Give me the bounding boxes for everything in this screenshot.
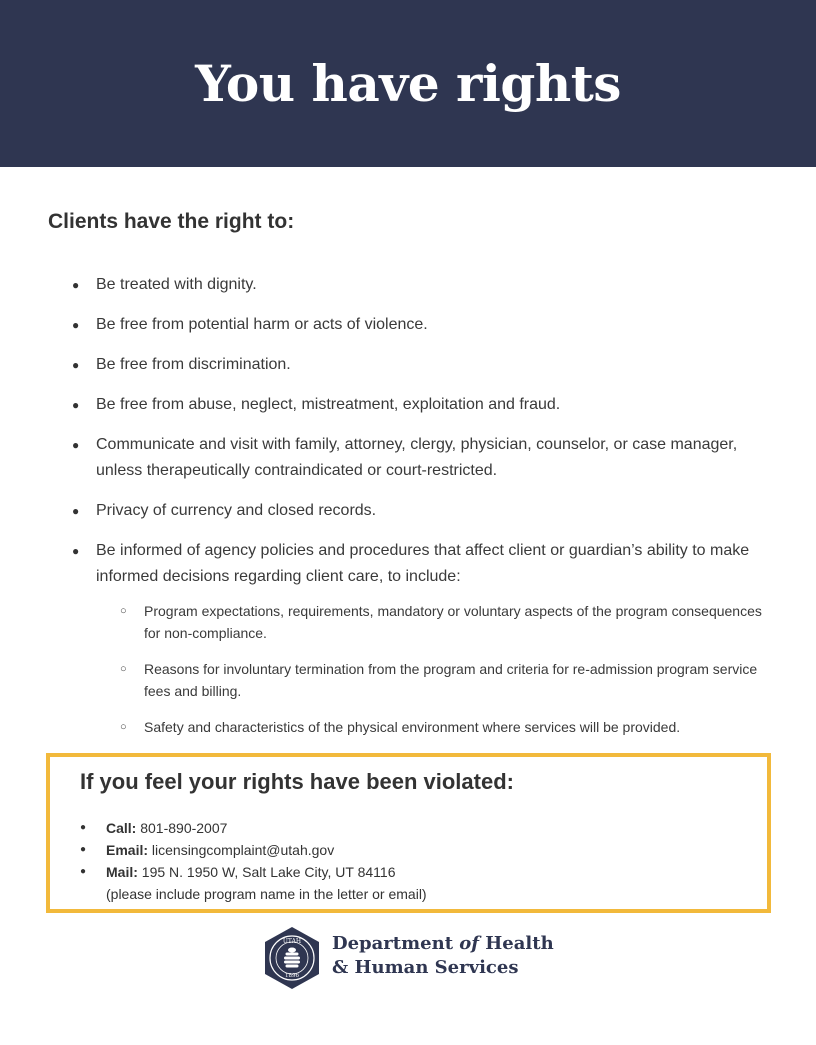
seal-year-text: 1896 <box>285 973 299 979</box>
state-seal-icon <box>262 926 322 990</box>
department-name-part: Department <box>332 933 460 954</box>
sub-item-termination: ○ Reasons for involuntary termination from the program and criteria for re-admission program service fees and billing. <box>120 658 782 702</box>
right-item-discrimination: ● Be free from discrimination. <box>72 352 782 378</box>
email-address[interactable]: licensingcomplaint@utah.gov <box>151 842 335 858</box>
department-name-of: of <box>459 933 480 954</box>
rights-list <box>72 272 782 752</box>
contact-mail <box>80 861 720 905</box>
mail-address: 195 N. 1950 W, Salt Lake City, UT 84116 <box>141 864 396 880</box>
department-name-health: Health <box>479 933 554 954</box>
right-item-privacy: ● Privacy of currency and closed records. <box>72 498 782 524</box>
right-item-harm: ● Be free from potential harm or acts of violence. <box>72 312 782 338</box>
mail-label: Mail: <box>106 864 138 880</box>
right-item-dignity: ● Be treated with dignity. <box>72 272 782 298</box>
right-item-informed-text: Be informed of agency policies and procedures that affect client or guardian’s ability to make informed decisions regarding client care, to include: <box>96 542 750 585</box>
mail-note: (please include program name in the letter or email) <box>106 886 427 902</box>
page-banner <box>0 0 816 167</box>
right-item-abuse: ● Be free from abuse, neglect, mistreatment, exploitation and fraud. <box>72 392 782 418</box>
page-title: You have rights <box>195 54 621 113</box>
department-name-line2: & Human Services <box>332 957 519 978</box>
right-item-informed <box>72 538 782 738</box>
dhhs-logo <box>262 926 562 990</box>
contact-call <box>80 817 720 839</box>
email-label: Email: <box>106 842 149 858</box>
seal-top-text: UTAH <box>282 938 302 945</box>
violation-notice-title: If you feel your rights have been violated: <box>80 769 514 794</box>
sub-item-safety: ○ Safety and characteristics of the physical environment where services will be provided. <box>120 716 782 738</box>
contact-email <box>80 839 720 861</box>
contact-list <box>80 817 720 905</box>
violation-notice-box <box>46 753 771 913</box>
sub-item-program-expectations: ○ Program expectations, requirements, mandatory or voluntary aspects of the program consequences for non-compliance. <box>120 600 782 644</box>
rights-intro-heading: Clients have the right to: <box>48 210 295 233</box>
right-item-communicate: ● Communicate and visit with family, attorney, clergy, physician, counselor, or case manager, unless therapeutically contraindicated or court-restricted. <box>72 432 782 484</box>
department-name <box>332 932 554 980</box>
call-label: Call: <box>106 820 137 836</box>
informed-sub-list <box>96 600 782 738</box>
call-number[interactable]: 801-890-2007 <box>140 820 228 836</box>
